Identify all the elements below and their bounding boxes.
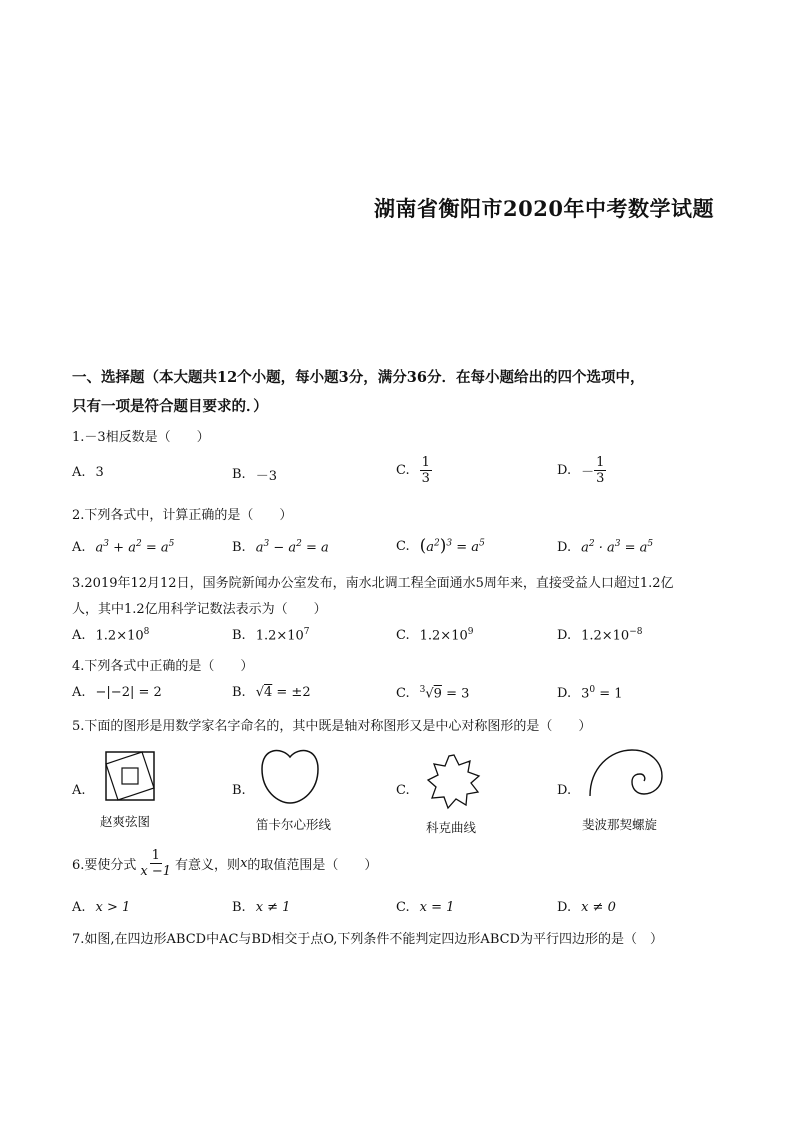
question-1-stem: 1.－3相反数是（ ） (72, 430, 210, 445)
q3-option-c (396, 627, 473, 643)
page-title: 湖南省衡阳市2020年中考数学试题 (374, 196, 714, 221)
option-label: B. (232, 627, 246, 643)
option-label: A. (72, 900, 86, 915)
q2-option-a (72, 539, 174, 555)
math-expression: $a^3 + a^2 = a^5$ (95, 539, 175, 556)
math-expression: $3^0 = 1$ (581, 685, 623, 702)
math-expression: $1.2\times 10^{-8}$ (581, 627, 643, 644)
fraction-numerator: 1 (151, 848, 160, 863)
q1-option-b (232, 465, 277, 484)
q3-option-a (72, 627, 149, 643)
option-label: D. (557, 900, 572, 915)
q6-option-c (396, 900, 454, 915)
section-heading-line1: 一、选择题（本大题共12个小题，每小题3分，满分36分．在每小题给出的四个选项中， (72, 369, 645, 386)
q4-option-c (396, 685, 469, 701)
option-label: A. (72, 685, 86, 700)
q1-option-d (557, 455, 606, 486)
question-3-stem-line1: 3.2019年12月12日，国务院新闻办公室发布，南水北调工程全面通水5周年来，直接受益人口超过1.2亿 (72, 576, 674, 591)
q2-option-d (557, 539, 653, 555)
question-2-stem: 2.下列各式中，计算正确的是（ ） (72, 508, 293, 523)
math-expression: $a^2 \cdot a^3 = a^5$ (581, 539, 654, 556)
q5-option-d-label: D. (557, 783, 572, 798)
math-expression: √4 = ±2 (255, 685, 311, 700)
math-expression: $1.2\times 10^8$ (95, 627, 150, 644)
math-expression: $1.2\times 10^7$ (255, 627, 310, 644)
q1-option-c (396, 455, 432, 486)
option-label: A. (72, 539, 86, 555)
fibonacci-spiral (586, 746, 668, 800)
option-label: C. (396, 627, 410, 643)
q6-option-d (557, 900, 616, 915)
option-value: x ≠ 0 (581, 900, 616, 915)
q6-option-b (232, 900, 290, 915)
q3-option-d (557, 627, 642, 643)
math-expression: $^3$√9 = 3 (419, 685, 470, 702)
option-label: D. (557, 539, 572, 555)
question-3-stem-line2: 人，其中1.2亿用科学记数法表示为（ ） (72, 602, 327, 617)
option-label: C. (396, 685, 410, 701)
question-6-stem (72, 848, 377, 879)
option-label: A. (72, 465, 86, 480)
caption-cardioid: 笛卡尔心形线 (256, 817, 332, 832)
math-expression: $a^3 - a^2 = a$ (255, 539, 329, 556)
variable: x (240, 856, 248, 871)
cardioid-curve (258, 745, 322, 807)
question-4-stem: 4.下列各式中正确的是（ ） (72, 659, 254, 674)
option-value: x = 1 (419, 900, 455, 915)
math-expression: $1.2\times 10^9$ (419, 627, 474, 644)
q2-option-b (232, 539, 329, 555)
option-label: C. (396, 900, 410, 915)
fraction-denominator: 3 (421, 471, 430, 486)
fraction (420, 455, 432, 486)
fraction-numerator: 1 (596, 455, 605, 470)
q1-option-a (72, 465, 104, 480)
caption-koch: 科克曲线 (426, 820, 477, 835)
fraction-denominator: 3 (596, 471, 605, 486)
q5-option-a-label: A. (72, 783, 86, 798)
option-label: C. (396, 463, 410, 478)
math-expression: $(a^2)^3 = a^5$ (419, 536, 485, 556)
koch-snowflake (426, 753, 482, 811)
stem-text: 的取值范围是（ ） (247, 858, 378, 873)
math-expression: −|−2| = 2 (95, 685, 162, 700)
q4-option-d (557, 685, 623, 701)
option-label: D. (557, 685, 572, 701)
option-label: B. (232, 467, 246, 482)
q4-option-a (72, 685, 162, 700)
option-value: x ≠ 1 (255, 900, 291, 915)
option-label: B. (232, 900, 246, 915)
option-label: B. (232, 539, 246, 555)
option-label: B. (232, 685, 246, 700)
q2-option-c (396, 536, 485, 556)
q3-option-b (232, 627, 310, 643)
minus-sign: － (581, 465, 595, 480)
fraction (594, 455, 606, 486)
stem-text: 有意义，则 (175, 858, 241, 873)
q6-option-a (72, 900, 130, 915)
fraction-numerator: 1 (421, 455, 430, 470)
option-label: D. (557, 463, 572, 478)
stem-text: 6.要使分式 (72, 858, 137, 873)
option-value: x > 1 (95, 900, 131, 915)
q4-option-b (232, 685, 311, 700)
option-label: C. (396, 538, 410, 554)
caption-fibonacci: 斐波那契螺旋 (582, 817, 658, 832)
section-heading-line2: 只有一项是符合题目要求的．） (72, 398, 268, 415)
fraction-denominator: x −1 (140, 864, 172, 879)
fraction (138, 848, 173, 879)
q5-option-c-label: C. (396, 783, 410, 798)
option-value: 3 (95, 465, 104, 480)
option-label: A. (72, 627, 86, 643)
question-5-stem: 5.下面的图形是用数学家名字命名的，其中既是轴对称图形又是中心对称图形的是（ ） (72, 719, 592, 734)
q5-option-b-label: B. (232, 783, 246, 798)
question-7-stem: 7.如图,在四边形ABCD中AC与BD相交于点O,下列条件不能判定四边形ABCD为平行四边形的是（ ） (72, 932, 663, 947)
option-value: －3 (255, 469, 277, 484)
caption-zhao-shuang: 赵爽弦图 (100, 814, 151, 829)
option-label: D. (557, 627, 572, 643)
zhao-shuang-diagram (104, 750, 156, 802)
